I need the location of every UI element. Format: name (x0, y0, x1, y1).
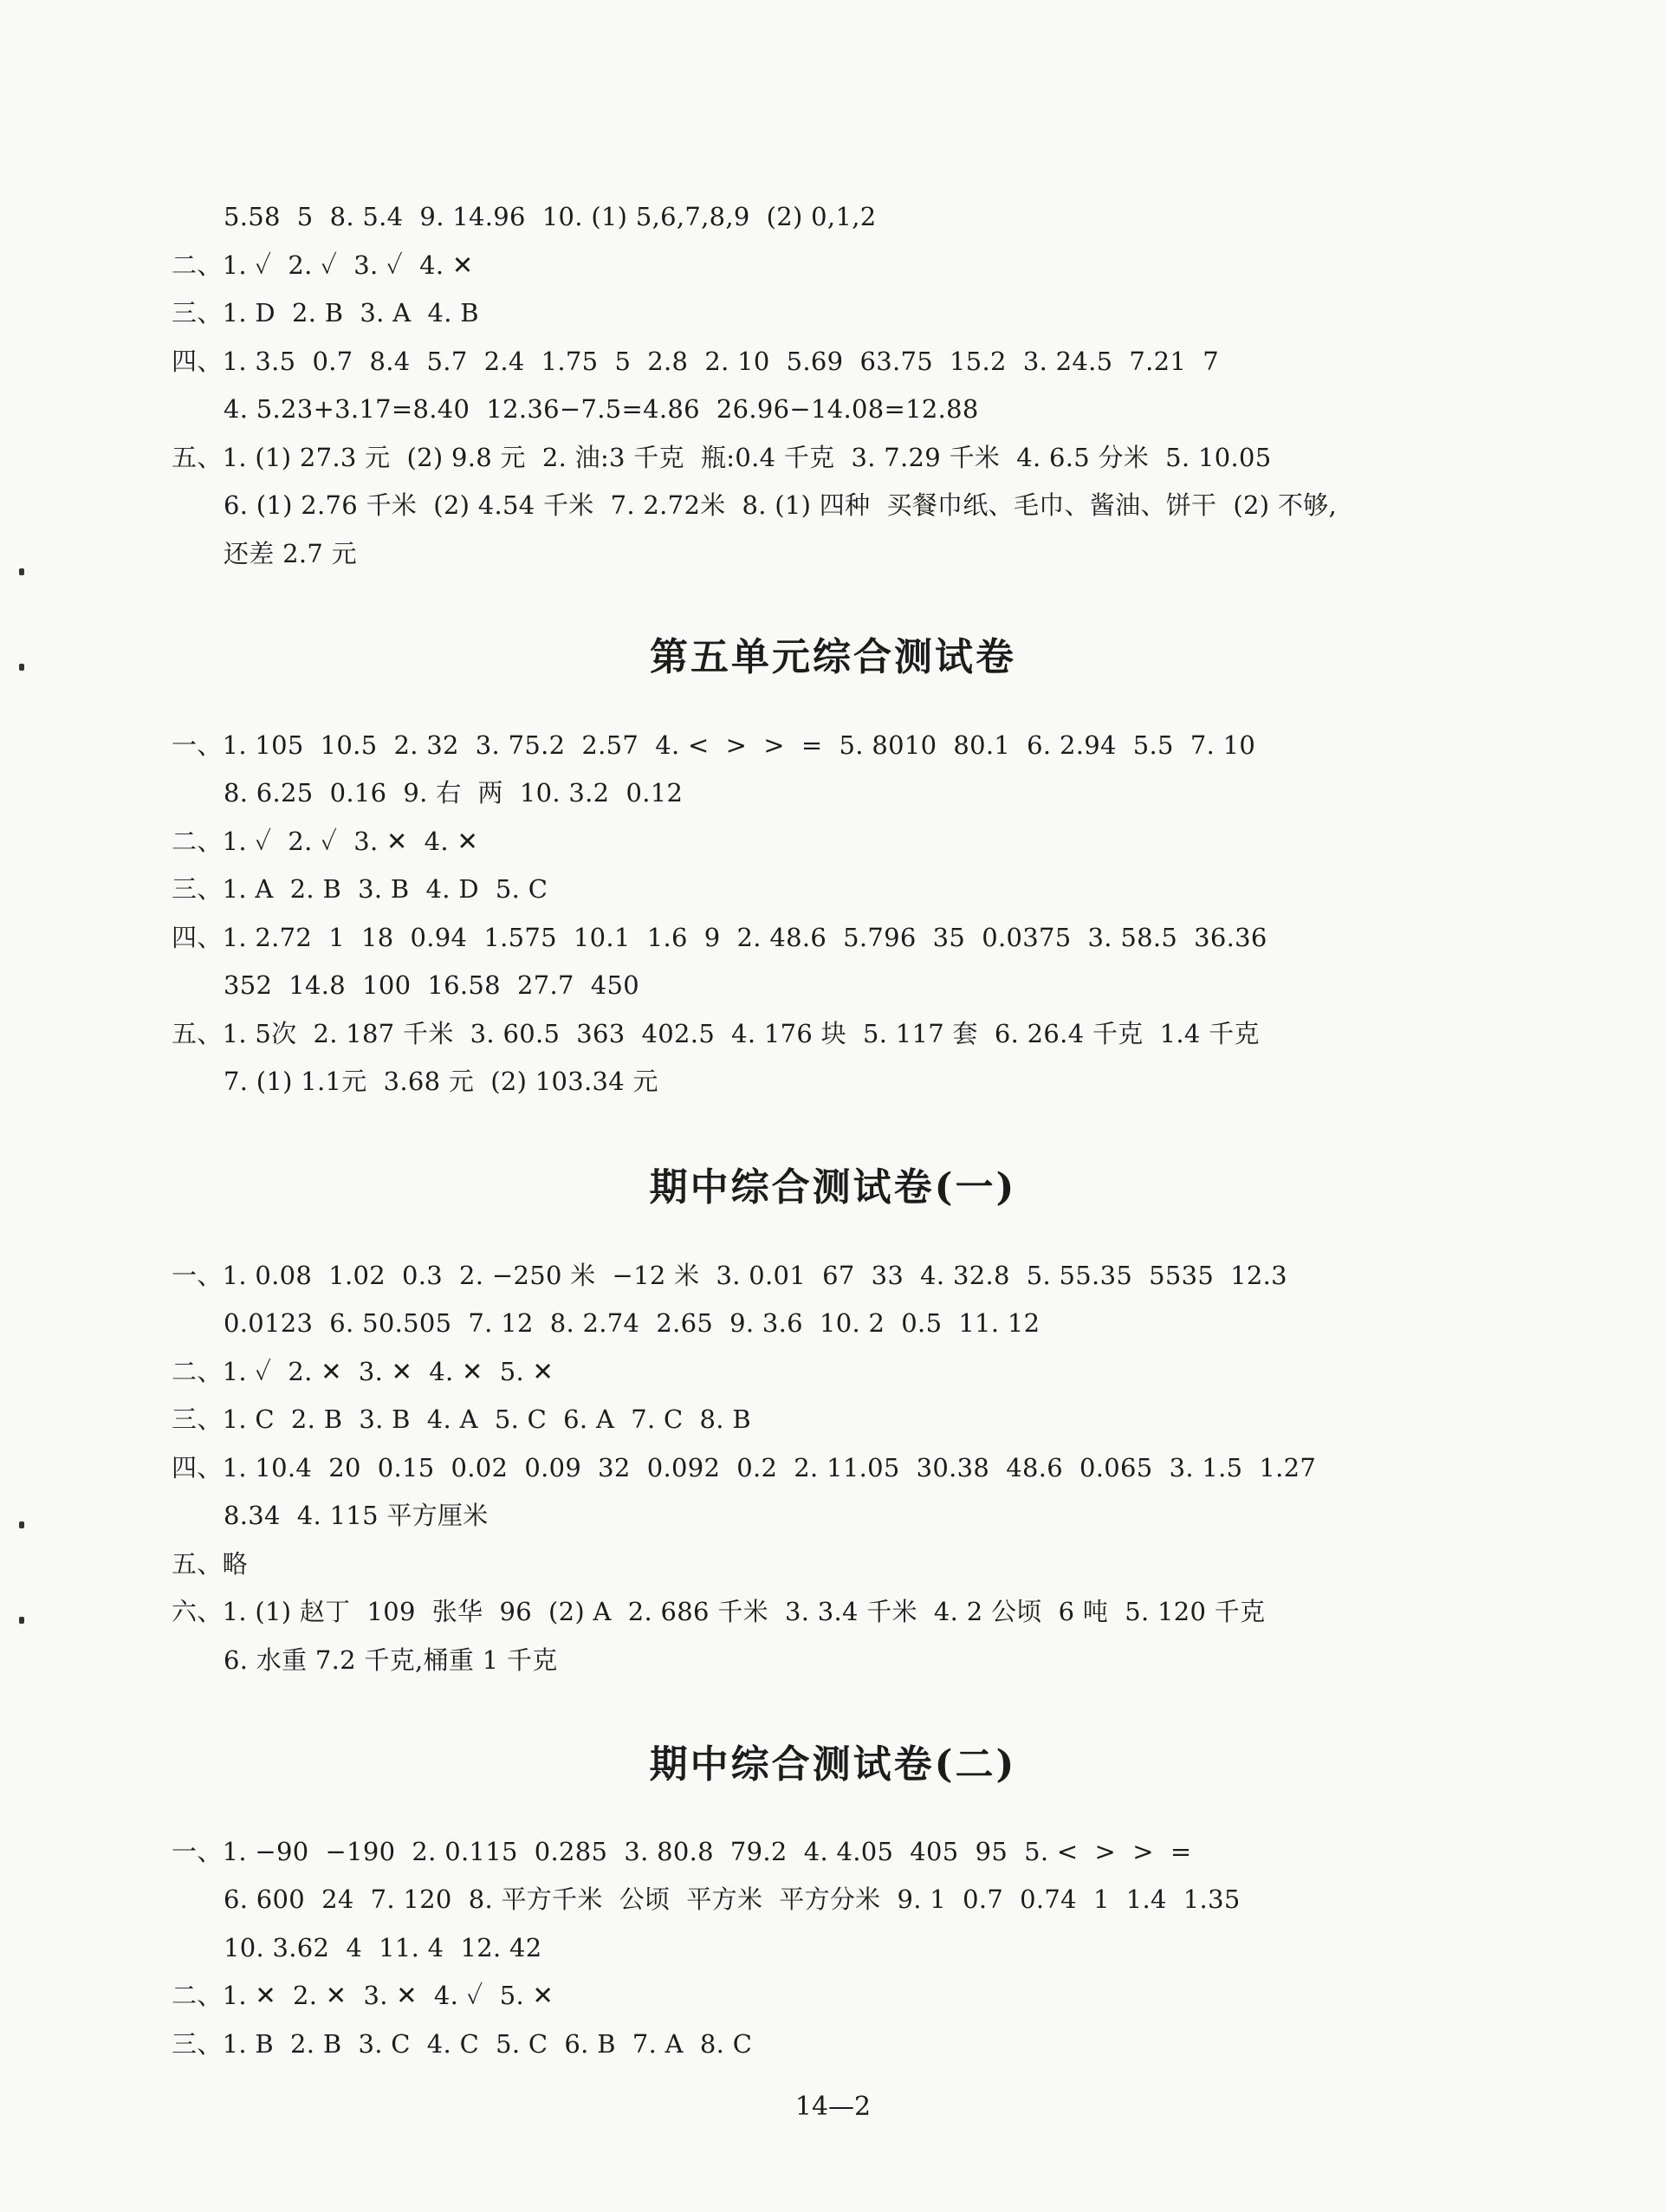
answer-line: 二、1. ✓ 2. ✕ 3. ✕ 4. ✕ 5. ✕ (172, 1357, 554, 1386)
answer-line: 还差 2.7 元 (224, 539, 357, 568)
answer-line: 4. 5.23+3.17=8.40 12.36−7.5=4.86 26.96−14.08=12.88 (224, 394, 979, 424)
answer-line: 三、1. C 2. B 3. B 4. A 5. C 6. A 7. C 8. B (172, 1404, 751, 1434)
scan-speck (19, 568, 24, 575)
scan-speck (19, 1521, 24, 1528)
answer-line: 6. 水重 7.2 千克,桶重 1 千克 (224, 1645, 558, 1675)
answer-line: 8.34 4. 115 平方厘米 (224, 1501, 489, 1530)
answer-line: 二、1. ✓ 2. ✓ 3. ✕ 4. ✕ (172, 827, 479, 856)
answer-line: 352 14.8 100 16.58 27.7 450 (224, 970, 639, 1000)
answer-line: 7. (1) 1.1元 3.68 元 (2) 103.34 元 (224, 1067, 658, 1096)
answer-line: 三、1. B 2. B 3. C 4. C 5. C 6. B 7. A 8. C (172, 2029, 753, 2059)
answer-line: 三、1. D 2. B 3. A 4. B (172, 298, 479, 328)
answer-line: 五、略 (172, 1549, 248, 1579)
answer-line: 五、1. (1) 27.3 元 (2) 9.8 元 2. 油:3 千克 瓶:0.4 千克 3. 7.29 千米 4. 6.5 分米 5. 10.05 (172, 443, 1272, 472)
answer-line: 5.58 5 8. 5.4 9. 14.96 10. (1) 5,6,7,8,9 (2) 0,1,2 (224, 202, 877, 231)
section-title: 期中综合测试卷(一) (649, 1165, 1017, 1210)
page-number: 14—2 (794, 2092, 872, 2122)
answer-line: 四、1. 3.5 0.7 8.4 5.7 2.4 1.75 5 2.8 2. 10 5.69 63.75 15.2 3. 24.5 7.21 7 (172, 347, 1219, 376)
section-title: 期中综合测试卷(二) (649, 1742, 1017, 1787)
answer-line: 二、1. ✓ 2. ✓ 3. ✓ 4. ✕ (172, 250, 474, 280)
answer-line: 0.0123 6. 50.505 7. 12 8. 2.74 2.65 9. 3.6 10. 2 0.5 11. 12 (224, 1308, 1040, 1338)
answer-line: 一、1. 0.08 1.02 0.3 2. −250 米 −12 米 3. 0.01 67 33 4. 32.8 5. 55.35 5535 12.3 (172, 1261, 1287, 1290)
answer-line: 三、1. A 2. B 3. B 4. D 5. C (172, 874, 548, 904)
answer-line: 五、1. 5次 2. 187 千米 3. 60.5 363 402.5 4. 176 块 5. 117 套 6. 26.4 千克 1.4 千克 (172, 1019, 1260, 1048)
answer-line: 一、1. 105 10.5 2. 32 3. 75.2 2.57 4. < > > = 5. 8010 80.1 6. 2.94 5.5 7. 10 (172, 730, 1256, 760)
answer-line: 一、1. −90 −190 2. 0.115 0.285 3. 80.8 79.2 4. 4.05 405 95 5. < > > = (172, 1837, 1192, 1866)
answer-line: 六、1. (1) 赵丁 109 张华 96 (2) A 2. 686 千米 3. 3.4 千米 4. 2 公顷 6 吨 5. 120 千克 (172, 1597, 1266, 1626)
section-title: 第五单元综合测试卷 (650, 635, 1016, 679)
scan-speck (19, 1617, 24, 1624)
answer-line: 四、1. 10.4 20 0.15 0.02 0.09 32 0.092 0.2 2. 11.05 30.38 48.6 0.065 3. 1.5 1.27 (172, 1453, 1317, 1482)
answer-line: 8. 6.25 0.16 9. 右 两 10. 3.2 0.12 (224, 778, 684, 808)
answer-line: 6. 600 24 7. 120 8. 平方千米 公顷 平方米 平方分米 9. 1 0.7 0.74 1 1.4 1.35 (224, 1884, 1241, 1914)
answer-line: 二、1. ✕ 2. ✕ 3. ✕ 4. ✓ 5. ✕ (172, 1981, 554, 2010)
answer-line: 6. (1) 2.76 千米 (2) 4.54 千米 7. 2.72米 8. (1) 四种 买餐巾纸、毛巾、酱油、饼干 (2) 不够, (224, 490, 1337, 520)
answer-line: 10. 3.62 4 11. 4 12. 42 (224, 1933, 542, 1962)
answer-line: 四、1. 2.72 1 18 0.94 1.575 10.1 1.6 9 2. 48.6 5.796 35 0.0375 3. 58.5 36.36 (172, 923, 1267, 952)
